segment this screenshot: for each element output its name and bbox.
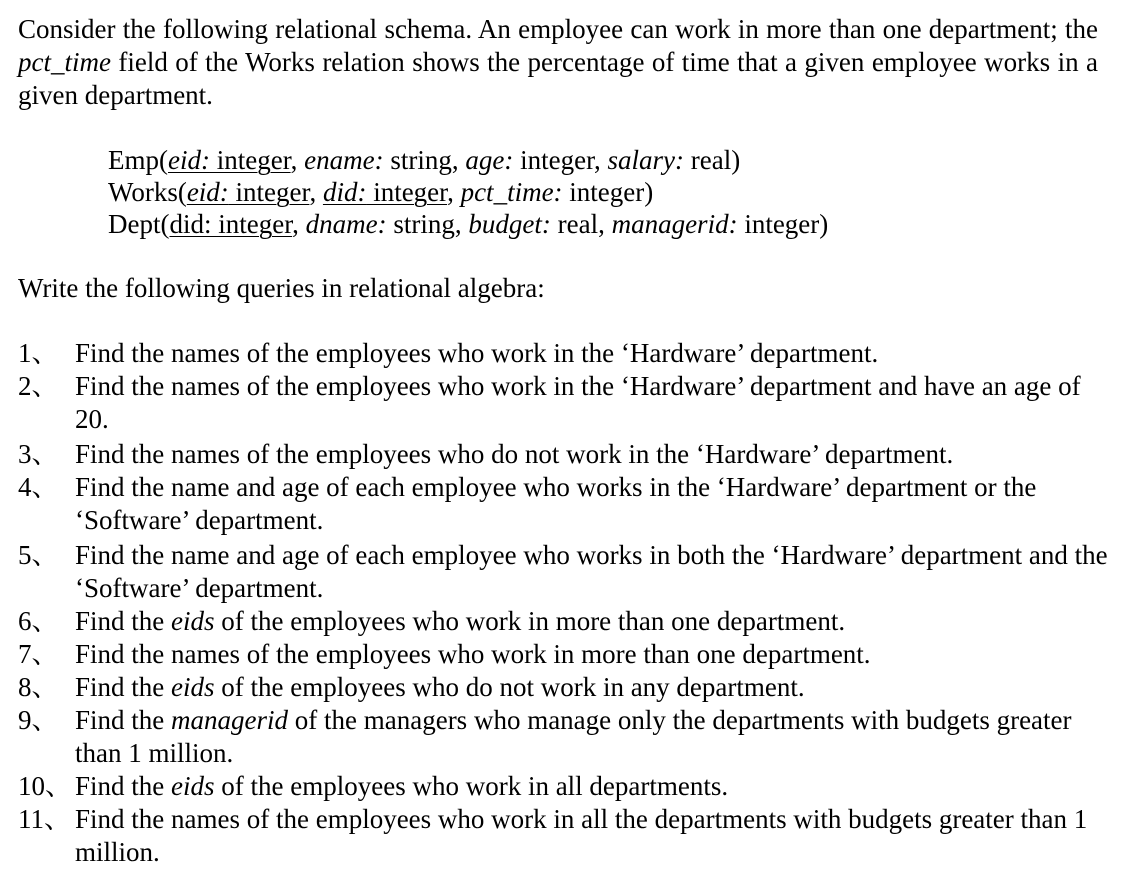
question-1: 1、 Find the names of the employees who work in the ‘Hardware’ department. xyxy=(18,338,879,368)
question-7: 7、 Find the names of the employees who work in more than one department. xyxy=(18,639,871,669)
question-10: 10、 Find the eids of the employees who work in all departments. xyxy=(18,771,729,801)
intro-text-1: Consider the following relational schema. An employee can work in more than one department; the xyxy=(18,14,1098,44)
intro-text-2: field of the Works relation shows the percentage of time that a given employee works in a given department. xyxy=(18,47,1098,110)
intro-field-name: pct_time xyxy=(18,47,111,77)
schema-works: Works(eid: integer, did: integer, pct_time: integer) xyxy=(108,177,654,207)
question-9: 9、 Find the managerid of the managers who manage only the departments with budgets greater than 1 million. xyxy=(18,705,1072,768)
instruction-text: Write the following queries in relational algebra: xyxy=(18,273,545,303)
question-list xyxy=(18,337,1108,869)
schema-block xyxy=(108,144,1112,240)
intro-paragraph xyxy=(18,13,1098,112)
question-11: 11、 Find the names of the employees who work in all the departments with budgets greater than 1 million. xyxy=(18,804,1088,867)
question-2: 2、 Find the names of the employees who work in the ‘Hardware’ department and have an age of 20. xyxy=(18,371,1081,434)
schema-emp: Emp(eid: integer, ename: string, age: integer, salary: real) xyxy=(108,145,741,175)
question-6: 6、 Find the eids of the employees who work in more than one department. xyxy=(18,606,846,636)
question-5: 5、 Find the name and age of each employee who works in both the ‘Hardware’ department and the ‘Software’ department. xyxy=(18,540,1108,603)
question-8: 8、 Find the eids of the employees who do not work in any department. xyxy=(18,672,805,702)
schema-dept: Dept(did: integer, dname: string, budget: real, managerid: integer) xyxy=(108,209,829,239)
question-4: 4、 Find the name and age of each employee who works in the ‘Hardware’ department or the ‘Software’ department. xyxy=(18,472,1037,535)
question-3: 3、 Find the names of the employees who do not work in the ‘Hardware’ department. xyxy=(18,439,954,469)
